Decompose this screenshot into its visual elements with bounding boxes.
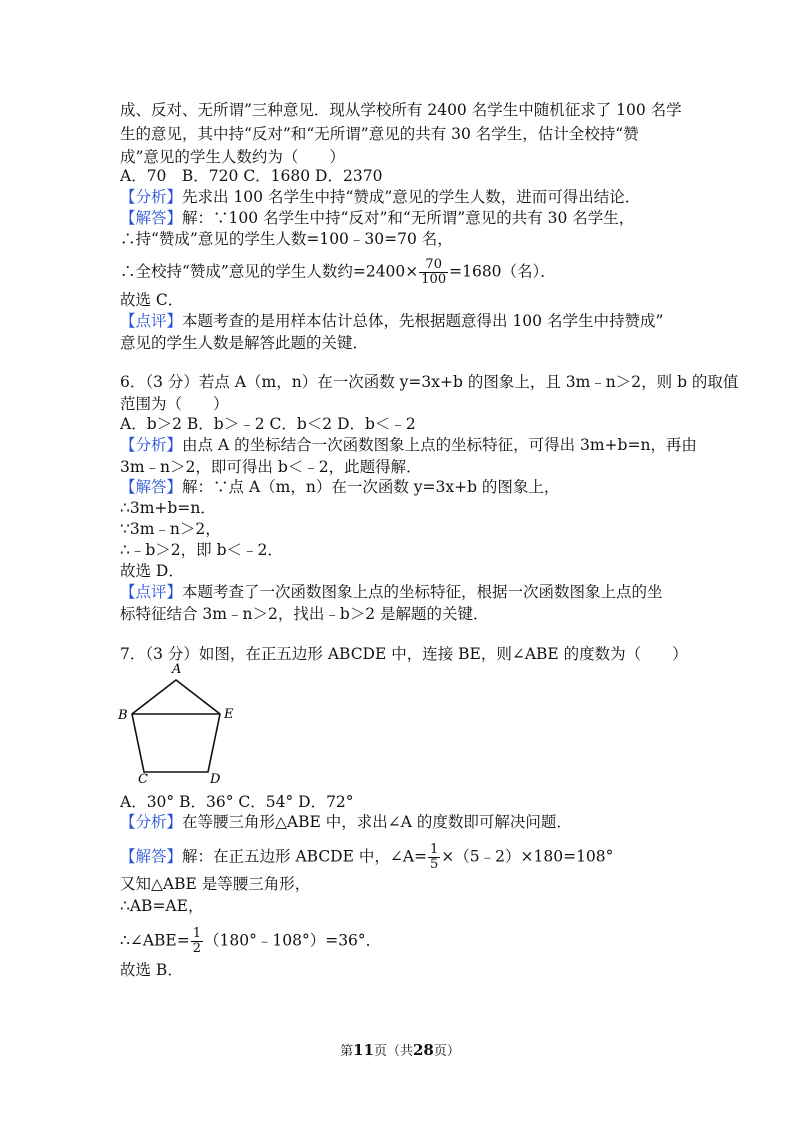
q7-analysis-text: 在等腰三角形△ABE 中，求出∠A 的度数即可解决问题． <box>182 813 572 831</box>
q5-answer-3-post: =1680（名）． <box>449 262 556 281</box>
q6-stem-line-2: 范围为（ ） <box>120 395 229 413</box>
q6-comment-2: 标特征结合 3m﹣n＞2，找出﹣b＞2 是解题的关键． <box>120 605 489 623</box>
q6-analysis-2: 3m﹣n＞2，即可得出 b＜﹣2，此题得解． <box>120 458 422 476</box>
q7-answer-1-post: ×（5﹣2）×180=108° <box>441 847 614 866</box>
fraction-denominator: 100 <box>421 272 447 287</box>
q5-analysis-text: 先求出 100 名学生中持“赞成”意见的学生人数，进而可得出结论． <box>182 188 641 206</box>
q7-answer-4-post: （180°﹣108°）=36°． <box>204 931 382 950</box>
vertex-label-b: B <box>118 708 128 723</box>
q7-stem: 7．（3 分）如图，在正五边形 ABCDE 中，连接 BE，则∠ABE 的度数为（ ） <box>120 645 688 663</box>
q5-options: A．70 B．720 C．1680 D．2370 <box>120 167 383 185</box>
q6-options: A．b＞2 B．b＞﹣2 C．b＜2 D．b＜﹣2 <box>120 415 416 433</box>
q5-comment-text-1: 本题考查的是用样本估计总体，先根据题意得出 100 名学生中持赞成” <box>182 312 664 330</box>
fraction-1-2 <box>191 927 203 956</box>
fraction-numerator: 1 <box>430 842 439 857</box>
comment-tag: 【点评】 <box>120 312 183 330</box>
q5-choice: 故选 C． <box>120 291 184 309</box>
vertex-label-e: E <box>224 707 234 722</box>
q5-answer-text-1: 解：∵100 名学生中持“反对”和“无所谓”意见的共有 30 名学生， <box>182 209 635 227</box>
q6-choice: 故选 D． <box>120 562 184 580</box>
footer-mid: 页（共 <box>373 1044 413 1059</box>
comment-tag: 【点评】 <box>120 583 183 601</box>
footer-total-pages: 28 <box>413 1041 434 1059</box>
pentagon-figure <box>112 660 242 785</box>
q6-answer-4: ∴﹣b＞2，即 b＜﹣2． <box>120 541 283 559</box>
q6-stem-line-1: 6．（3 分）若点 A（m，n）在一次函数 y=3x+b 的图象上，且 3m﹣n＞2，则 b 的取值 <box>120 373 739 391</box>
q6-answer-3: ∵3m﹣n＞2， <box>120 520 221 538</box>
q7-answer-4 <box>120 927 700 956</box>
q7-answer-4-pre: ∴∠ABE= <box>120 931 190 950</box>
footer-post: 页） <box>433 1044 460 1059</box>
q5-stem-line-1: 成、反对、无所谓”三种意见．现从学校所有 2400 名学生中随机征求了 100 名学 <box>120 101 682 119</box>
q5-analysis <box>120 187 700 207</box>
q6-answer-1 <box>120 477 700 497</box>
q6-answer-text-1: 解：∵点 A（m，n）在一次函数 y=3x+b 的图象上， <box>182 478 560 496</box>
q7-answer-3: ∴AB=AE， <box>120 897 204 915</box>
analysis-tag: 【分析】 <box>120 813 183 831</box>
fraction-70-100 <box>419 258 448 287</box>
footer-page-number: 11 <box>353 1041 374 1059</box>
fraction-denominator: 2 <box>192 941 202 956</box>
vertex-label-c: C <box>138 772 148 785</box>
fraction-1-5 <box>428 843 440 872</box>
q5-answer-3-pre: ∴全校持“赞成”意见的学生人数约=2400× <box>120 262 419 281</box>
analysis-tag: 【分析】 <box>120 436 183 454</box>
q5-answer-1 <box>120 208 700 228</box>
q6-comment-1 <box>120 582 700 602</box>
q7-answer-2: 又知△ABE 是等腰三角形， <box>120 875 311 893</box>
footer-pre: 第 <box>340 1044 354 1059</box>
page-footer <box>0 1040 800 1059</box>
answer-tag: 【解答】 <box>120 209 183 227</box>
q5-stem-line-3: 成”意见的学生人数约为（ ） <box>120 148 345 166</box>
q7-analysis <box>120 812 700 832</box>
fraction-denominator: 5 <box>430 857 439 872</box>
q6-answer-2: ∴3m+b=n． <box>120 499 216 517</box>
fraction-numerator: 1 <box>192 926 202 941</box>
q6-analysis-text-1: 由点 A 的坐标结合一次函数图象上点的坐标特征，可得出 3m+b=n，再由 <box>182 436 697 454</box>
q6-analysis-1 <box>120 435 700 455</box>
q7-answer-1-pre: 解：在正五边形 ABCDE 中，∠A= <box>182 847 428 866</box>
answer-tag: 【解答】 <box>120 847 183 866</box>
vertex-label-a: A <box>172 662 182 677</box>
q5-answer-2: ∴持“赞成”意见的学生人数=100﹣30=70 名， <box>120 230 453 248</box>
q6-comment-text-1: 本题考查了一次函数图象上点的坐标特征，根据一次函数图象上点的坐 <box>182 583 663 601</box>
q5-stem-line-2: 生的意见，其中持“反对”和“无所谓”意见的共有 30 名学生，估计全校持“赞 <box>120 125 639 143</box>
fraction-numerator: 70 <box>425 257 442 272</box>
q5-comment-1 <box>120 311 700 331</box>
pentagon-abcde <box>132 680 220 772</box>
answer-tag: 【解答】 <box>120 478 183 496</box>
q5-comment-2: 意见的学生人数是解答此题的关键． <box>120 334 369 352</box>
q7-answer-1 <box>120 843 700 872</box>
analysis-tag: 【分析】 <box>120 188 183 206</box>
q7-choice: 故选 B． <box>120 961 183 979</box>
vertex-label-d: D <box>210 772 221 785</box>
q7-options: A．30° B．36° C．54° D．72° <box>120 793 354 811</box>
q5-answer-3 <box>120 258 700 287</box>
